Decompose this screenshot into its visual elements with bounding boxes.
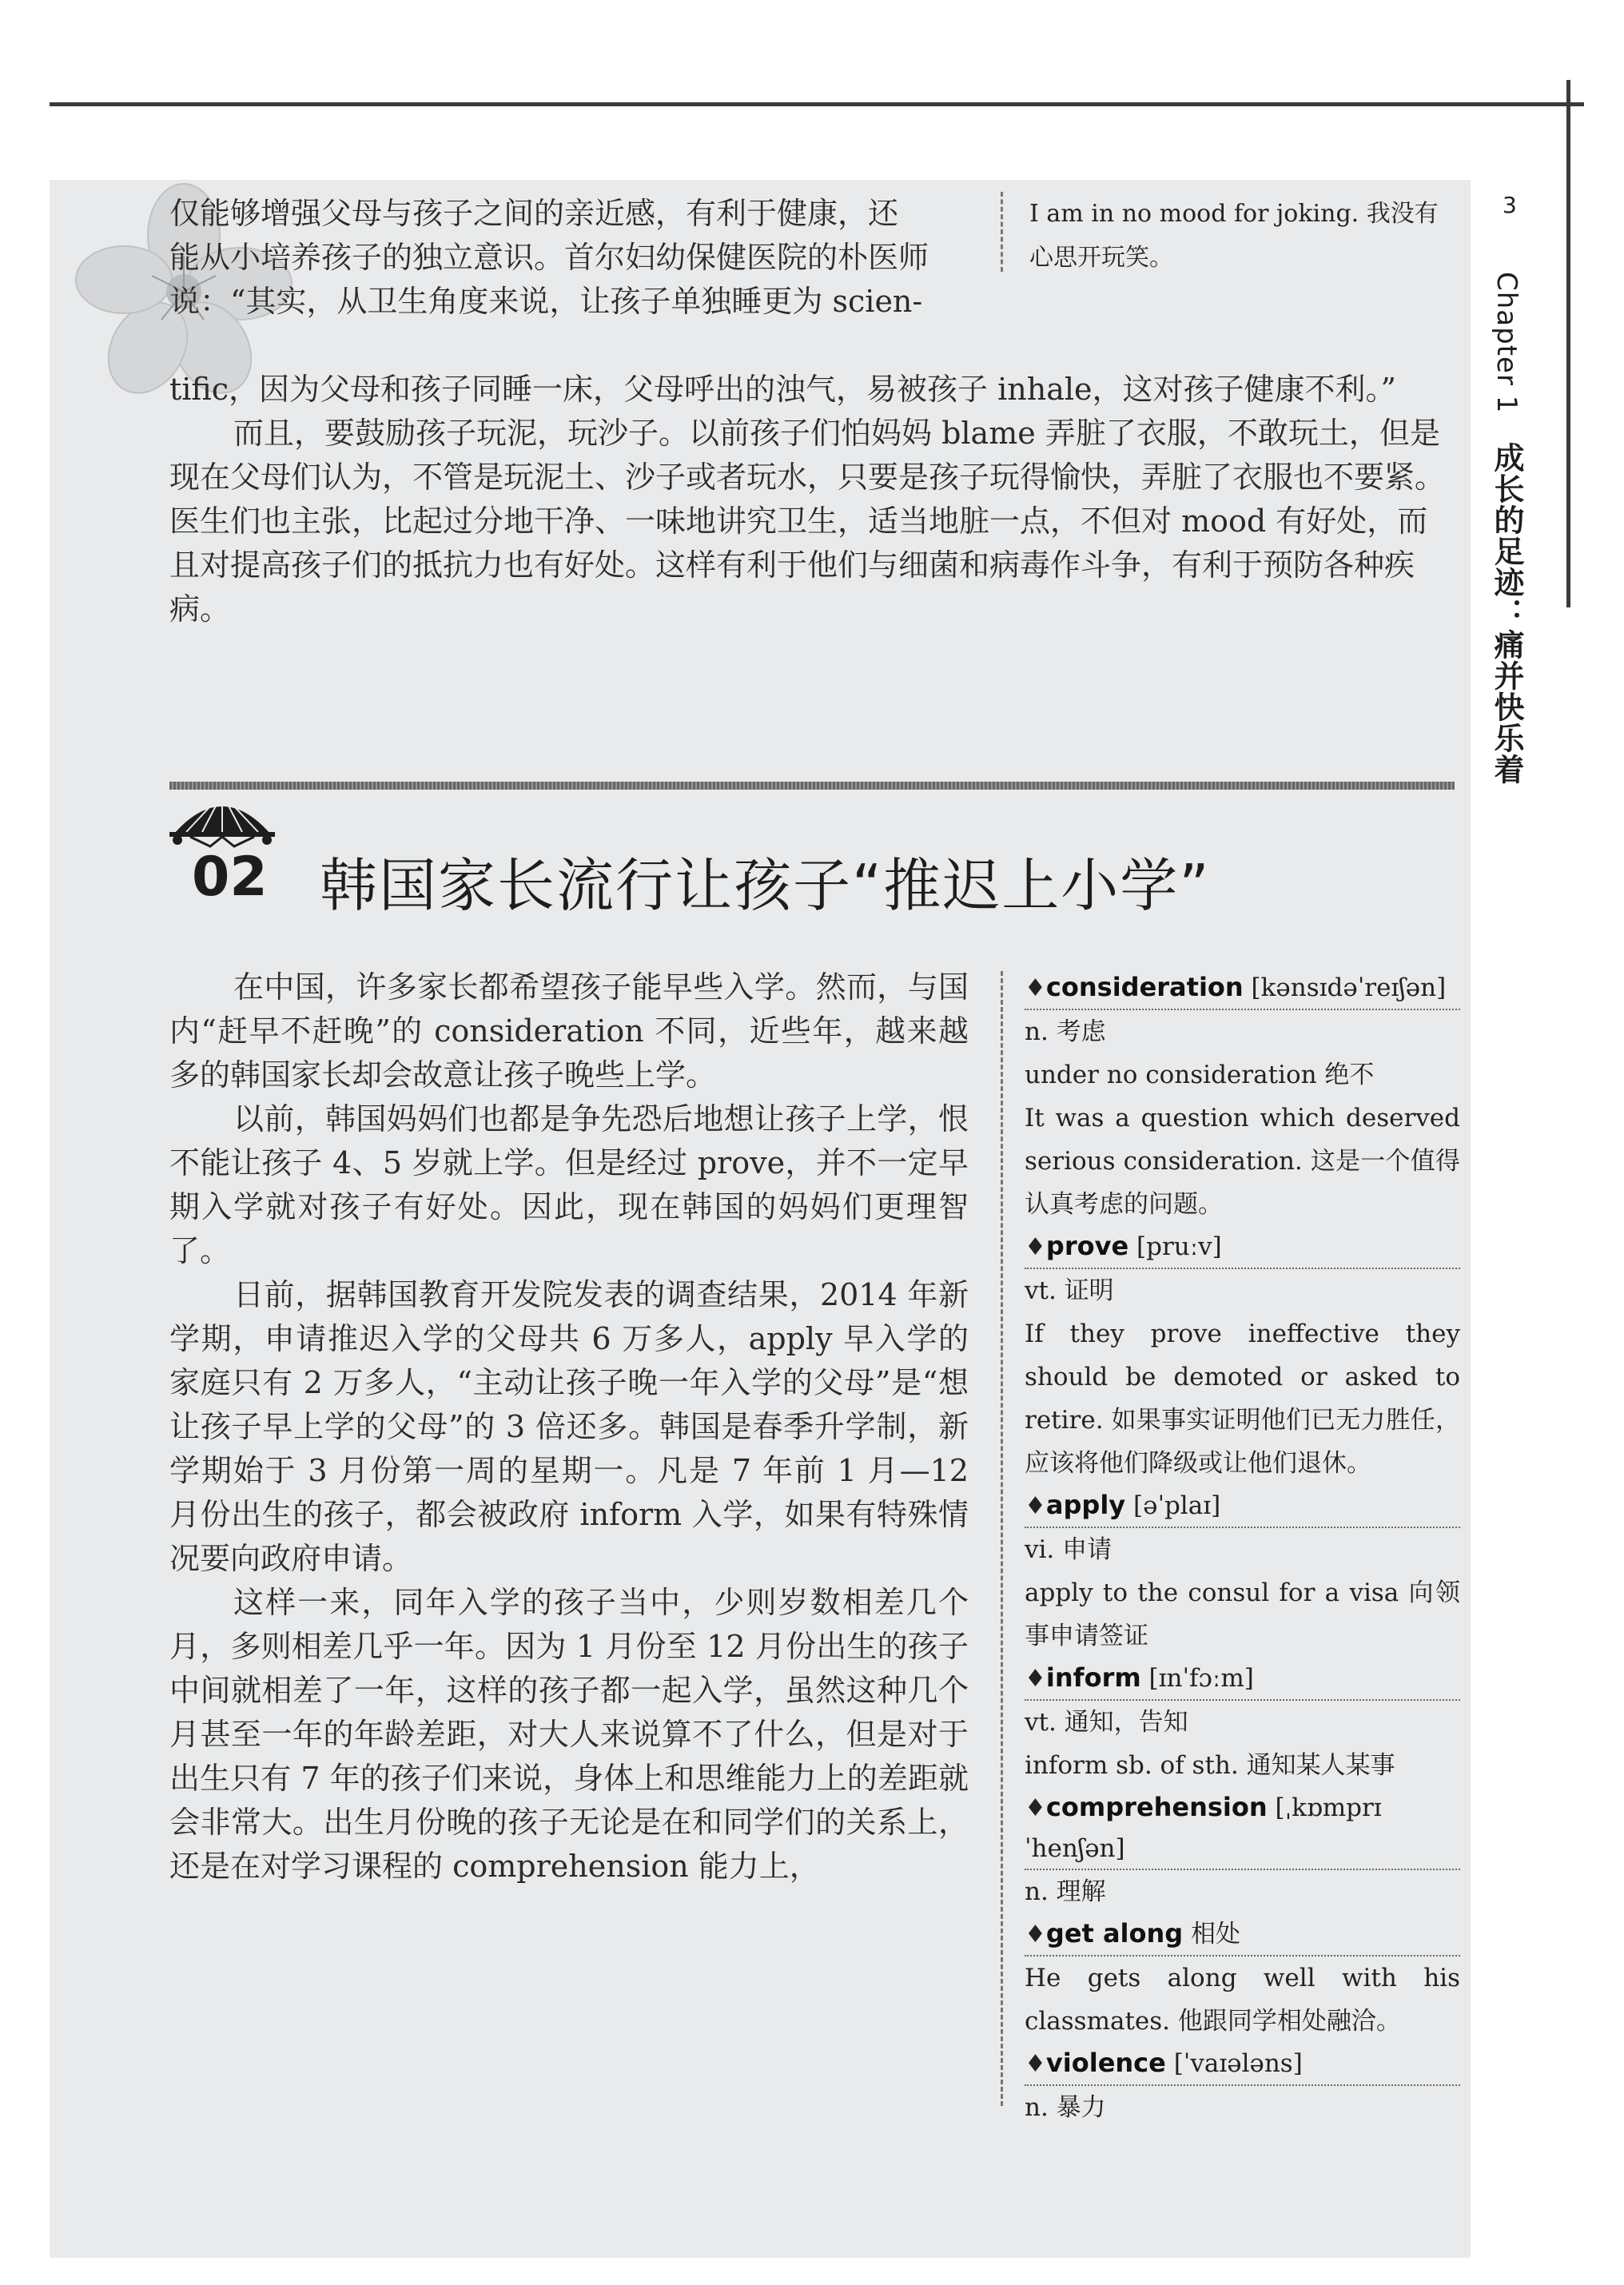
diamond-bullet-icon: ♦ xyxy=(1025,1794,1046,1822)
section-title: 韩国家长流行让孩子“推迟上小学” xyxy=(320,852,1211,919)
vocab-ipa: [kənsɪdəˈreɪʃən] xyxy=(1251,973,1447,1002)
diamond-bullet-icon: ♦ xyxy=(1025,1492,1046,1520)
vocab-definition: n. 考虑 xyxy=(1025,1017,1106,1046)
vocab-word: violence xyxy=(1045,2048,1166,2078)
vocab-column-separator xyxy=(1001,971,1003,2106)
vocab-example: He gets along well with his classmates. 他跟同学相处融洽。 xyxy=(1025,1964,1460,2036)
vocab-headword xyxy=(1025,1226,1460,1269)
text-line: 仅能够增强父母与孩子之间的亲近感，有利于健康，还 xyxy=(169,196,899,231)
vocab-headword xyxy=(1025,1658,1460,1701)
vocab-word: prove xyxy=(1045,1231,1129,1261)
vocab-entry xyxy=(1025,1226,1460,1485)
text-line: 能从小培养孩子的独立意识。首尔妇幼保健医院的朴医师 xyxy=(169,240,929,275)
paragraph-end: tific，因为父母和孩子同睡一床，父母呼出的浊气，易被孩子 inhale，这对孩子健康不利。” xyxy=(169,372,1396,407)
section-number: 02 xyxy=(192,846,268,909)
vocab-entry xyxy=(1025,1913,1460,2043)
paragraph: 在中国，许多家长都希望孩子能早些入学。然而，与国内“赶早不赶晚”的 consideration 不同，近些年，越来越多的韩国家长却会故意让孩子晚些上学。 xyxy=(169,969,969,1093)
vocab-definition: vt. 通知，告知 xyxy=(1025,1708,1188,1737)
chapter-running-head xyxy=(1485,272,1529,785)
top-paragraph-1 xyxy=(169,192,969,324)
vocab-example: If they prove ineffective they should be demoted or asked to retire. 如果事实证明他们已无力胜任，应该将他们降级或让他们退休。 xyxy=(1025,1320,1460,1478)
vocab-definition: n. 理解 xyxy=(1025,1877,1106,1906)
paragraph: 日前，据韩国教育开发院发表的调查结果，2014 年新学期，申请推迟入学的父母共 6 万多人，apply 早入学的家庭只有 2 万多人，“主动让孩子晚一年入学的父母”是“想让孩子早上学的父母”的 3 倍还多。韩国是春季升学制，新学期始于 3 月份第一周的星期一。凡是 7 年前 1 月—12 月份出生的孩子，都会被政府 inform 入学，如果有特殊情况要向政府申请。 xyxy=(169,1277,969,1576)
vocab-headword xyxy=(1025,967,1460,1010)
vocab-word: comprehension xyxy=(1045,1792,1268,1822)
vocabulary-sidebar xyxy=(1025,967,1460,2129)
vocab-definition: vt. 证明 xyxy=(1025,1276,1114,1305)
vocab-entry xyxy=(1025,1787,1460,1913)
diamond-bullet-icon: ♦ xyxy=(1025,2050,1046,2078)
diamond-bullet-icon: ♦ xyxy=(1025,1233,1046,1261)
vocab-headword xyxy=(1025,1913,1460,1957)
vocab-example: inform sb. of sth. 通知某人某事 xyxy=(1025,1751,1395,1780)
vocab-example: under no consideration 绝不 xyxy=(1025,1061,1375,1089)
chapter-title: 成长的足迹：痛并快乐着 xyxy=(1489,441,1524,785)
column-separator xyxy=(1001,192,1003,272)
vocab-ipa: [ˈvaɪələns] xyxy=(1173,2049,1303,2078)
top-paragraph-continued xyxy=(169,368,1448,631)
right-edge-rule xyxy=(1566,80,1570,607)
section-divider xyxy=(169,782,1455,790)
vocab-headword xyxy=(1025,2043,1460,2086)
vocab-ipa: [ˌkɒmprɪˈhenʃən] xyxy=(1025,1793,1382,1863)
paragraph: 这样一来，同年入学的孩子当中，少则岁数相差几个月，多则相差几乎一年。因为 1 月份至 12 月份出生的孩子中间就相差了一年，这样的孩子都一起入学，虽然这种几个月甚至一年的年龄差距，对大人来说算不了什么，但是对于出生只有 7 年的孩子们来说，身体上和思维能力上的差距就会非常大。出生月份晚的孩子无论是在和同学们的关系上，还是在对学习课程的 comprehension 能力上， xyxy=(169,1585,969,1884)
chapter-label: Chapter 1 xyxy=(1491,272,1522,414)
diamond-bullet-icon: ♦ xyxy=(1025,1665,1046,1693)
diamond-bullet-icon: ♦ xyxy=(1025,1921,1046,1949)
vocab-word: apply xyxy=(1045,1490,1126,1520)
vocab-headword xyxy=(1025,1485,1460,1528)
main-article xyxy=(169,965,969,1889)
vocab-ipa: [əˈplaɪ] xyxy=(1133,1491,1221,1520)
vocab-entry xyxy=(1025,1658,1460,1787)
vocab-example: apply to the consul for a visa 向领事申请签证 xyxy=(1025,1578,1460,1650)
bamboo-hat-icon xyxy=(166,787,278,850)
vocab-entry xyxy=(1025,1485,1460,1658)
paragraph: 以前，韩国妈妈们也都是争先恐后地想让孩子上学，恨不能让孩子 4、5 岁就上学。但是经过 prove，并不一定早期入学就对孩子有好处。因此，现在韩国的妈妈们更理智了。 xyxy=(169,1101,969,1268)
vocab-entry xyxy=(1025,967,1460,1226)
vocab-example: It was a question which deserved serious consideration. 这是一个值得认真考虑的问题。 xyxy=(1025,1104,1460,1219)
vocab-word: consideration xyxy=(1045,972,1244,1002)
vocab-word: inform xyxy=(1045,1662,1141,1693)
vocab-word: get along xyxy=(1045,1918,1184,1949)
vocab-ipa: [pruːv] xyxy=(1136,1232,1222,1261)
vocab-ipa: [ɪnˈfɔːm] xyxy=(1148,1664,1254,1693)
paragraph: 而且，要鼓励孩子玩泥，玩沙子。以前孩子们怕妈妈 blame 弄脏了衣服，不敢玩土，但是现在父母们认为，不管是玩泥土、沙子或者玩水，只要是孩子玩得愉快，弄脏了衣服也不要紧。医生们也主张，比起过分地干净、一味地讲究卫生，适当地脏一点，不但对 mood 有好处，而且对提高孩子们的抵抗力也有好处。这样有利于他们与细菌和病毒作斗争，有利于预防各种疾病。 xyxy=(169,416,1446,627)
vocab-definition: vi. 申请 xyxy=(1025,1535,1113,1564)
vocab-headword xyxy=(1025,1787,1460,1870)
diamond-bullet-icon: ♦ xyxy=(1025,974,1046,1002)
vocab-gloss: 相处 xyxy=(1191,1920,1241,1949)
vocab-entry xyxy=(1025,2043,1460,2129)
page-number: 3 xyxy=(1503,192,1517,218)
text-line: 说：“其实，从卫生角度来说，让孩子单独睡更为 scien- xyxy=(169,284,923,319)
side-example-note: I am in no mood for joking. 我没有心思开玩笑。 xyxy=(1029,200,1439,272)
top-rule xyxy=(50,102,1584,106)
vocab-definition: n. 暴力 xyxy=(1025,2093,1106,2122)
